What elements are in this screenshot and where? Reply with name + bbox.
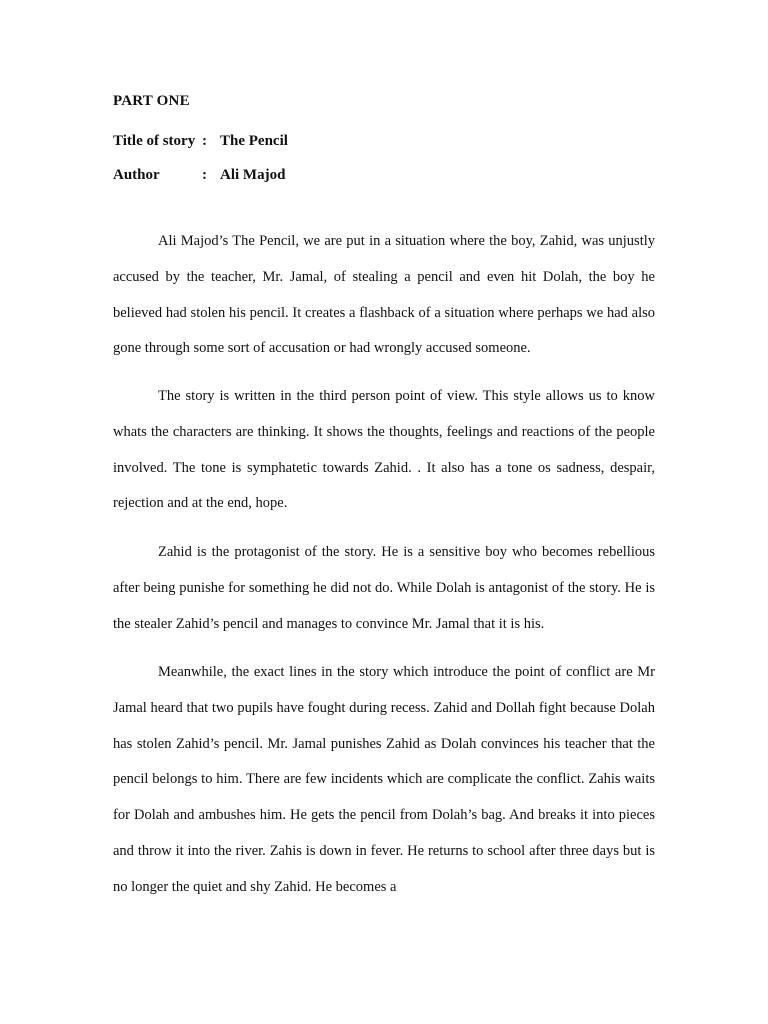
meta-label-title: Title of story bbox=[113, 133, 196, 149]
section-heading: PART ONE bbox=[113, 93, 190, 109]
body-paragraph: The story is written in the third person point of view. This style allows us to know whats the characters are thinking. It shows the thoughts, feelings and reactions of the people involved. The tone is symphatetic towards Zahid. . It also has a tone os sadness, despair, rejection and at the end, hope. bbox=[113, 388, 655, 512]
meta-colon-author: : bbox=[202, 167, 207, 183]
body-paragraph: Meanwhile, the exact lines in the story which introduce the point of conflict are Mr Jamal heard that two pupils have fought during recess. Zahid and Dollah fight because Dolah has stolen Zahid’s pencil. Mr. Jamal punishes Zahid as Dolah convinces his teacher that the pencil belongs to him. There are few incidents which are complicate the conflict. Zahis waits for Dolah and ambushes him. He gets the pencil from Dolah’s bag. And breaks it into pieces and throw it into the river. Zahis is down in fever. He returns to school after three days but is no longer the quiet and shy Zahid. He becomes a bbox=[113, 664, 655, 895]
body-paragraph: Zahid is the protagonist of the story. He is a sensitive boy who becomes rebellious after being punishe for something he did not do. While Dolah is antagonist of the story. He is the stealer Zahid’s pencil and manages to convince Mr. Jamal that it is his. bbox=[113, 544, 655, 632]
meta-value-author: Ali Majod bbox=[220, 167, 286, 183]
meta-label-author: Author bbox=[113, 167, 160, 183]
meta-colon-title: : bbox=[202, 133, 207, 149]
body-paragraph: Ali Majod’s The Pencil, we are put in a situation where the boy, Zahid, was unjustly accused by the teacher, Mr. Jamal, of stealing a pencil and even hit Dolah, the boy he believed had stolen his pencil. It creates a flashback of a situation where perhaps we had also gone through some sort of accusation or had wrongly accused someone. bbox=[113, 233, 655, 357]
meta-value-title: The Pencil bbox=[220, 133, 288, 149]
